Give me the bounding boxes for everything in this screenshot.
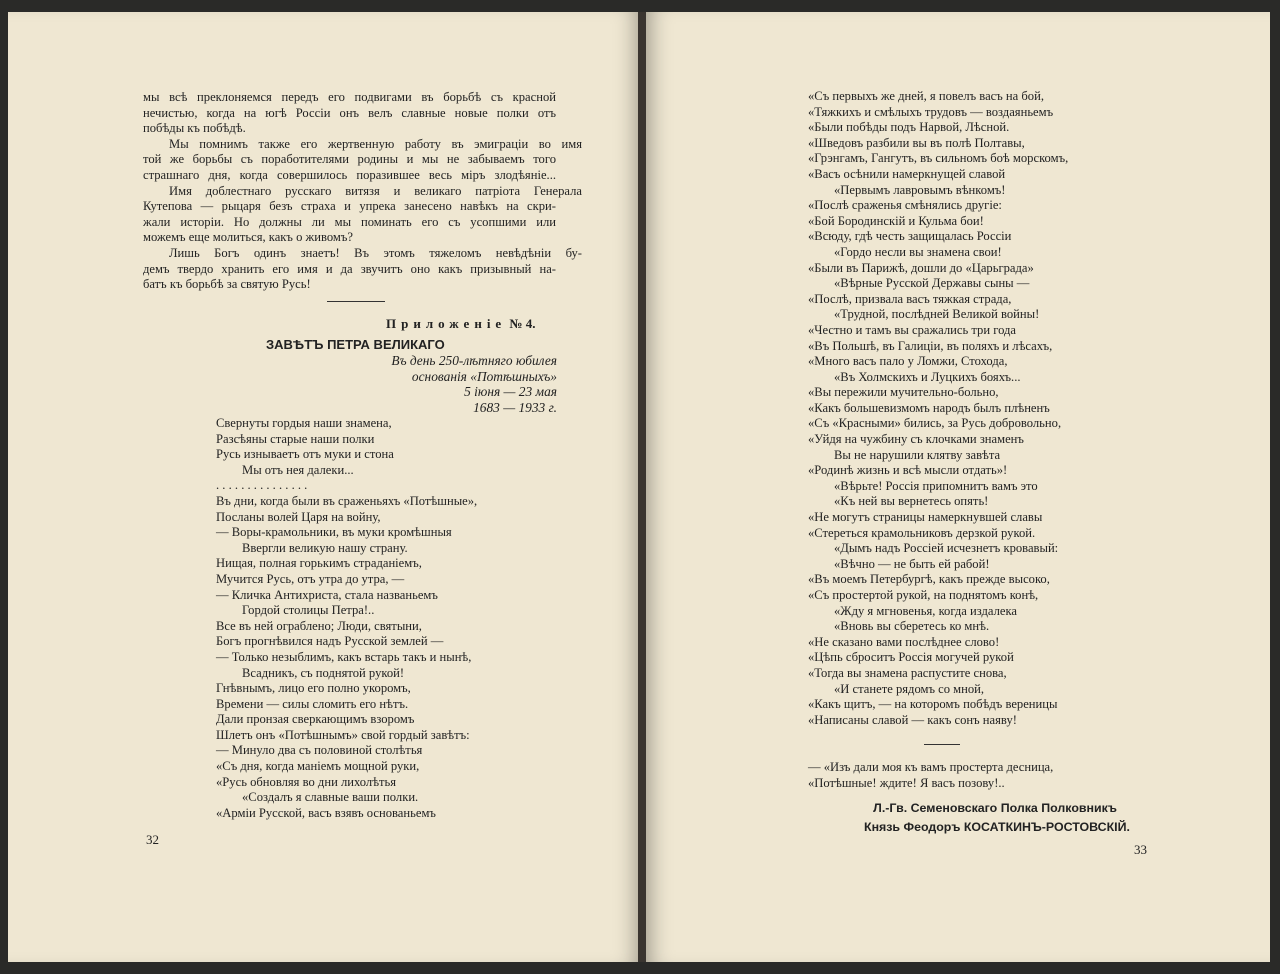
prose-line-text: побѣды къ побѣдѣ. xyxy=(143,121,246,136)
dedication-line-text: 1683 — 1933 г. xyxy=(473,399,557,415)
poem-line-text: «Арміи Русской, васъ взявъ основаньемъ xyxy=(216,805,436,820)
poem-line xyxy=(808,339,1068,355)
poem-line-text: Мы отъ нея далеки... xyxy=(242,462,354,477)
poem-line-text: Разсѣяны старые наши полки xyxy=(216,431,375,446)
poem-line xyxy=(808,713,1068,729)
poem-line-text: Свернуты гордыя наши знамена, xyxy=(216,416,392,430)
poem-line-text: Русь изнываетъ отъ муки и стона xyxy=(216,447,394,462)
poem-line-text: — Только незыблимъ, какъ встарь такъ и нынѣ, xyxy=(216,649,472,664)
poem-line-text: «Вѣчно — не быть ей рабой! xyxy=(834,556,990,571)
prose-line-text: батъ къ борьбѣ за святую Русь! xyxy=(143,277,311,292)
poem-line-text: «Написаны славой — какъ сонъ наяву! xyxy=(808,712,1017,727)
page-number-left: 32 xyxy=(146,832,159,847)
dedication-line xyxy=(300,353,557,369)
poem-line-text: «Бой Бородинскій и Кульма бои! xyxy=(808,213,984,228)
prose-line-text: можемъ еще молиться, какъ о живомъ? xyxy=(143,230,353,245)
signature-line xyxy=(864,818,1130,837)
poem-line xyxy=(216,556,477,572)
closing-line xyxy=(808,760,1053,776)
poem-line-text: Всадникъ, съ поднятой рукой! xyxy=(242,665,405,680)
prose-line xyxy=(143,215,556,231)
poem-line xyxy=(808,214,1068,230)
poem-line xyxy=(808,105,1068,121)
poem-line xyxy=(808,167,1068,183)
poem-line-text: «Съ первыхъ же дней, я повелъ васъ на бой, xyxy=(808,89,1044,103)
poem-line xyxy=(808,604,1068,620)
poem-line xyxy=(808,276,1068,292)
poem-line-text: . . . . . . . . . . . . . . . xyxy=(216,478,308,493)
poem-line xyxy=(808,323,1068,339)
poem-line-text: «Всюду, гдѣ честь защищалась Россіи xyxy=(808,229,1012,244)
section-divider-left xyxy=(327,301,385,302)
dedication-block xyxy=(300,353,557,415)
poem-line-text: Ввергли великую нашу страну. xyxy=(242,540,408,555)
poem-line xyxy=(216,681,477,697)
poem-line xyxy=(808,510,1068,526)
poem-title: ЗАВѢТЪ ПЕТРА ВЕЛИКАГО xyxy=(266,337,445,352)
poem-line xyxy=(808,697,1068,713)
poem-line xyxy=(216,478,477,494)
poem-line xyxy=(216,432,477,448)
prose-line-text: Кутепова — рыцаря безъ страха и упрека занесено навѣкъ на скри- xyxy=(143,199,556,214)
poem-line-text: Гордой столицы Петра!.. xyxy=(242,603,375,618)
appendix-number: № 4. xyxy=(509,316,536,331)
closing-block xyxy=(808,760,1053,791)
poem-line-text: «Шведовъ разбили вы въ полѣ Полтавы, xyxy=(808,135,1025,150)
poem-line-text: «Вѣрьте! Россія припомнитъ вамъ это xyxy=(834,478,1038,493)
poem-line xyxy=(808,401,1068,417)
poem-line-text: «Родинѣ жизнь и всѣ мысли отдать»! xyxy=(808,463,1008,478)
appendix-heading xyxy=(386,316,536,332)
poem-line xyxy=(216,666,477,682)
prose-line-text: Лишь Богъ одинъ знаетъ! Въ этомъ тяжеломъ невѣдѣніи бу- xyxy=(169,245,582,260)
poem-line-text: «Честно и тамъ вы сражались три года xyxy=(808,322,1016,337)
prose-block xyxy=(143,90,582,293)
poem-line-text: «Вѣрные Русской Державы сыны — xyxy=(834,276,1030,291)
poem-line-text: Шлетъ онъ «Потѣшнымъ» свой гордый завѣтъ: xyxy=(216,727,470,742)
poem-line xyxy=(808,198,1068,214)
prose-line-text: той же борьбы съ поработителями родины и мы не забываемъ того xyxy=(143,152,556,167)
prose-line xyxy=(143,230,556,246)
poem-line-text: «Гордо несли вы знамена свои! xyxy=(834,244,1002,259)
poem-line-text: «Вновь вы сберетесь ко мнѣ. xyxy=(834,619,990,634)
poem-line xyxy=(808,432,1068,448)
poem-line-text: «Въ моемъ Петербургѣ, какъ прежде высоко, xyxy=(808,572,1050,587)
prose-line-text: Имя доблестнаго русскаго витязя и великаго патріота Генерала xyxy=(169,183,582,198)
poem-line-text: Все въ ней ограблено; Люди, святыни, xyxy=(216,618,422,633)
poem-line-text: «Васъ осѣнили намеркнущей славой xyxy=(808,166,1006,181)
poem-line xyxy=(808,292,1068,308)
poem-line xyxy=(808,229,1068,245)
poem-line-text: «Первымъ лавровымъ вѣнкомъ! xyxy=(834,182,1006,197)
poem-line-text: «Были въ Парижѣ, дошли до «Царьграда» xyxy=(808,260,1034,275)
closing-line-text: — «Изъ дали моя къ вамъ простерта десница, xyxy=(808,760,1054,774)
poem-line-text: «И станете рядомъ со мной, xyxy=(834,681,985,696)
poem-line-text: «Цѣпь сброситъ Россія могучей рукой xyxy=(808,650,1014,665)
dedication-line-text: основанія «Потѣшныхъ» xyxy=(411,368,557,384)
prose-line-text: мы всѣ преклоняемся передъ его подвигами въ борьбѣ съ красной xyxy=(143,90,556,104)
prose-line-text: нечистью, когда на югѣ Россіи онъ велъ славные новые полки отъ xyxy=(143,105,556,120)
poem-line xyxy=(216,541,477,557)
poem-line xyxy=(808,261,1068,277)
poem-line xyxy=(216,728,477,744)
poem-line xyxy=(808,463,1068,479)
poem-line-text: «Стереться крамольниковъ дерзкой рукой. xyxy=(808,525,1036,540)
poem-line-text: «Въ Польшѣ, въ Галиціи, въ поляхъ и лѣсахъ, xyxy=(808,338,1053,353)
poem-line xyxy=(808,448,1068,464)
poem-line xyxy=(216,447,477,463)
poem-line-text: «Съ «Красными» бились, за Русь добровольно, xyxy=(808,416,1062,431)
poem-line xyxy=(808,136,1068,152)
poem-line xyxy=(216,416,477,432)
closing-line-text: «Потѣшные! ждите! Я васъ позову!.. xyxy=(808,775,1005,790)
poem-line-text: «Грэнгамъ, Гангутъ, въ сильномъ боѣ морскомъ, xyxy=(808,151,1069,166)
poem-line xyxy=(216,712,477,728)
dedication-line-text: 5 іюня — 23 мая xyxy=(464,384,557,400)
poem-line-text: Мучится Русь, отъ утра до утра, — xyxy=(216,571,405,586)
prose-line-text: демъ твердо хранить его имя и да звучитъ оно какъ призывный на- xyxy=(143,261,556,276)
poem-line xyxy=(216,525,477,541)
closing-line xyxy=(808,776,1053,792)
poem-line xyxy=(216,790,477,806)
prose-line xyxy=(143,121,556,137)
poem-line-text: Богъ прогнѣвился надъ Русской землей — xyxy=(216,634,444,649)
poem-line-text: «Русь обновляя во дни лихолѣтья xyxy=(216,774,397,789)
poem-line xyxy=(808,650,1068,666)
poem-line xyxy=(808,526,1068,542)
poem-line xyxy=(216,759,477,775)
poem-line-text: Времени — силы сломить его нѣтъ. xyxy=(216,696,409,711)
poem-line-text: «Создалъ я славные ваши полки. xyxy=(242,790,419,805)
poem-line-text: «Тогда вы знамена распустите снова, xyxy=(808,665,1007,680)
poem-line xyxy=(216,510,477,526)
prose-line xyxy=(143,262,556,278)
poem-line-text: — Минуло два съ половиной столѣтья xyxy=(216,743,423,758)
poem-line-text: «Послѣ, призвала васъ тяжкая страда, xyxy=(808,291,1012,306)
prose-line xyxy=(143,168,556,184)
poem-line xyxy=(808,666,1068,682)
poem-line xyxy=(808,120,1068,136)
poem-line xyxy=(808,494,1068,510)
signature-line-text: Князь Феодоръ КОСАТКИНЪ-РОСТОВСКІЙ. xyxy=(864,820,1130,834)
prose-line-text: Мы помнимъ также его жертвенную работу въ эмиграціи во имя xyxy=(169,136,582,151)
poem-line-text: «Съ дня, когда маніемъ мощной руки, xyxy=(216,759,420,774)
poem-line xyxy=(808,619,1068,635)
poem-line xyxy=(216,634,477,650)
dedication-line xyxy=(300,384,557,400)
poem-line xyxy=(216,806,477,822)
section-divider-right xyxy=(924,744,960,745)
poem-line xyxy=(808,151,1068,167)
poem-line-text: «Много васъ пало у Ломжи, Стохода, xyxy=(808,354,1008,369)
prose-line xyxy=(143,277,556,293)
poem-line xyxy=(808,354,1068,370)
poem-line xyxy=(808,635,1068,651)
appendix-label: Приложеніе xyxy=(386,316,507,331)
dedication-line xyxy=(300,400,557,416)
poem-line xyxy=(216,588,477,604)
prose-line xyxy=(143,199,556,215)
left-poem-block xyxy=(216,416,477,821)
right-poem-block xyxy=(808,89,1068,728)
poem-line-text: «Въ Холмскихъ и Луцкихъ бояхъ... xyxy=(834,369,1021,384)
poem-line xyxy=(808,89,1068,105)
poem-line xyxy=(808,541,1068,557)
poem-line xyxy=(216,650,477,666)
poem-line xyxy=(808,370,1068,386)
prose-line-text: страшнаго дня, когда совершилось поразившее весь міръ злодѣяніе... xyxy=(143,167,556,182)
poem-line xyxy=(216,697,477,713)
poem-line-text: «Съ простертой рукой, на поднятомъ конѣ, xyxy=(808,588,1039,602)
poem-line-text: Гнѣвнымъ, лицо его полно укоромъ, xyxy=(216,681,411,696)
poem-line xyxy=(216,494,477,510)
poem-line-text: «Трудной, послѣдней Великой войны! xyxy=(834,307,1040,322)
signature-line-text: Л.-Гв. Семеновскаго Полка Полковникъ xyxy=(873,801,1117,815)
poem-line-text: Въ дни, когда были въ сраженьяхъ «Потѣшные», xyxy=(216,493,478,508)
dedication-line xyxy=(300,369,557,385)
poem-line-text: «Послѣ сраженья смѣнялись другіе: xyxy=(808,198,1002,213)
prose-line-text: жали исторіи. Но должны ли мы поминать его съ усопшими или xyxy=(143,214,556,229)
signature-line xyxy=(864,799,1126,818)
poem-line-text: «Къ ней вы вернетесь опять! xyxy=(834,494,989,509)
page-number-right: 33 xyxy=(1134,842,1147,857)
poem-line xyxy=(216,775,477,791)
poem-line-text: Дали пронзая сверкающимъ взоромъ xyxy=(216,712,415,727)
poem-line-text: Нищая, полная горькимъ страданіемъ, xyxy=(216,556,422,571)
poem-line xyxy=(808,557,1068,573)
poem-line-text: «Не могутъ страницы намеркнувшей славы xyxy=(808,510,1043,525)
poem-line-text: — Кличка Антихриста, стала названьемъ xyxy=(216,587,438,602)
poem-line-text: — Воры-крамольники, въ муки кромѣшныя xyxy=(216,525,452,540)
poem-line-text: «Жду я мгновенья, когда издалека xyxy=(834,603,1018,618)
poem-line xyxy=(216,463,477,479)
prose-line xyxy=(143,152,556,168)
prose-line xyxy=(143,90,556,106)
poem-line xyxy=(808,572,1068,588)
prose-line xyxy=(143,246,582,262)
prose-line xyxy=(143,106,556,122)
poem-line-text: «Какъ щитъ, — на которомъ побѣдъ вереницы xyxy=(808,697,1058,712)
poem-line xyxy=(216,603,477,619)
poem-line xyxy=(808,245,1068,261)
prose-line xyxy=(143,184,582,200)
poem-line xyxy=(808,588,1068,604)
poem-line-text: «Дымъ надъ Россіей исчезнетъ кровавый: xyxy=(834,541,1059,556)
poem-line xyxy=(808,385,1068,401)
poem-line-text: «Вы пережили мучительно-больно, xyxy=(808,385,999,400)
poem-line-text: Вы не нарушили клятву завѣта xyxy=(834,447,1001,462)
dedication-line-text: Въ день 250-лѣтняго юбилея xyxy=(391,353,557,368)
poem-line-text: «Не сказано вами послѣднее слово! xyxy=(808,634,1000,649)
poem-line-text: «Были побѣды подъ Нарвой, Лѣсной. xyxy=(808,120,1010,135)
poem-line xyxy=(808,183,1068,199)
poem-line xyxy=(216,619,477,635)
poem-line-text: «Какъ большевизмомъ народъ былъ плѣненъ xyxy=(808,400,1050,415)
poem-line xyxy=(808,307,1068,323)
poem-line-text: «Уйдя на чужбину съ клочками знаменъ xyxy=(808,432,1024,447)
prose-line xyxy=(143,137,582,153)
poem-line xyxy=(808,479,1068,495)
poem-line xyxy=(216,743,477,759)
poem-line xyxy=(808,416,1068,432)
poem-line-text: Посланы волей Царя на войну, xyxy=(216,509,381,524)
signature-block xyxy=(864,799,1130,837)
poem-line xyxy=(808,682,1068,698)
poem-line-text: «Тяжкихъ и смѣлыхъ трудовъ — воздаяньемъ xyxy=(808,104,1054,119)
poem-line xyxy=(216,572,477,588)
